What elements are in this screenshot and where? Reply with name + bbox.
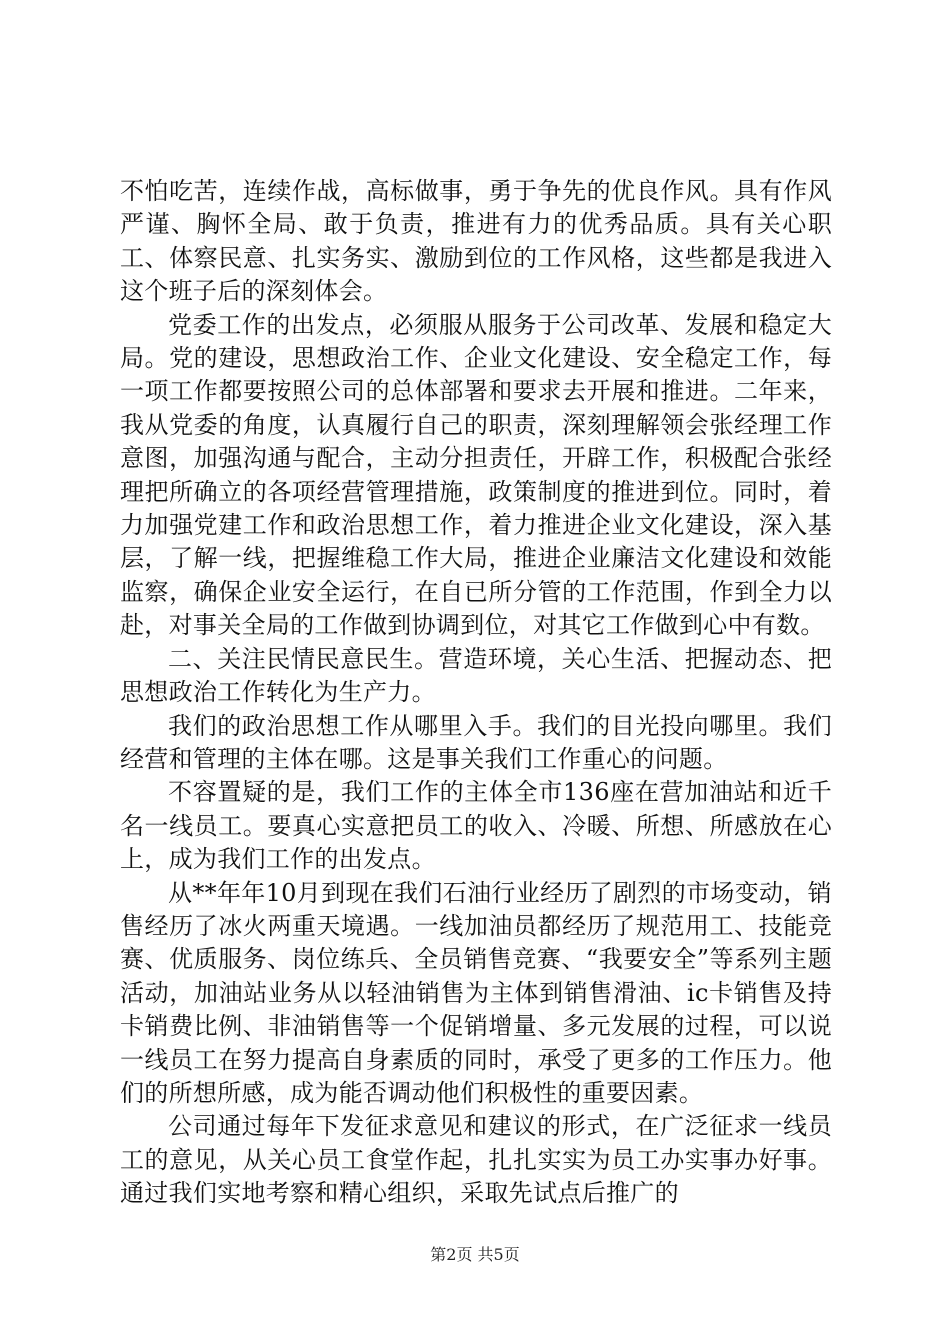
paragraph: 我们的政治思想工作从哪里入手。我们的目光投向哪里。我们经营和管理的主体在哪。这是事关我们工作重心的问题。 (120, 711, 832, 773)
body-text (120, 175, 832, 1211)
paragraph: 从**年年10月到现在我们石油行业经历了剧烈的市场变动，销售经历了冰火两重天境遇。一线加油员都经历了规范用工、技能竞赛、优质服务、岗位练兵、全员销售竞赛、“我要安全”等系列主题活动，加油站业务从以轻油销售为主体到销售滑油、ic卡销售及持卡销费比例、非油销售等一个促销增量、多元发展的过程，可以说一线员工在努力提高自身素质的同时，承受了更多的工作压力。他们的所想所感，成为能否调动他们积极性的重要因素。 (120, 878, 832, 1107)
paragraph: 公司通过每年下发征求意见和建议的形式，在广泛征求一线员工的意见，从关心员工食堂作起，扎扎实实为员工办实事办好事。通过我们实地考察和精心组织，采取先试点后推广的 (120, 1112, 832, 1208)
paragraph: 不容置疑的是，我们工作的主体全市136座在营加油站和近千名一线员工。要真心实意把员工的收入、冷暖、所想、所感放在心上，成为我们工作的出发点。 (120, 778, 832, 874)
paragraph: 党委工作的出发点，必须服从服务于公司改革、发展和稳定大局。党的建设，思想政治工作、企业文化建设、安全稳定工作，每一项工作都要按照公司的总体部署和要求去开展和推进。二年来，我从党委的角度，认真履行自己的职责，深刻理解领会张经理工作意图，加强沟通与配合，主动分担责任，开辟工作，积极配合张经理把所确立的各项经营管理措施，政策制度的推进到位。同时，着力加强党建工作和政治思想工作，着力推进企业文化建设，深入基层，了解一线，把握维稳工作大局，推进企业廉洁文化建设和效能监察，确保企业安全运行，在自已所分管的工作范围，作到全力以赴，对事关全局的工作做到协调到位，对其它工作做到心中有数。 (120, 310, 832, 640)
section-heading-paragraph: 二、关注民情民意民生。营造环境，关心生活、把握动态、把思想政治工作转化为生产力。 (120, 644, 832, 707)
page-footer: 第2页 共5页 (430, 1245, 520, 1264)
paragraph: 不怕吃苦，连续作战，高标做事，勇于争先的优良作风。具有作风严谨、胸怀全局、敢于负责，推进有力的优秀品质。具有关心职工、体察民意、扎实务实、激励到位的工作风格，这些都是我进入这个班子后的深刻体会。 (120, 177, 832, 306)
